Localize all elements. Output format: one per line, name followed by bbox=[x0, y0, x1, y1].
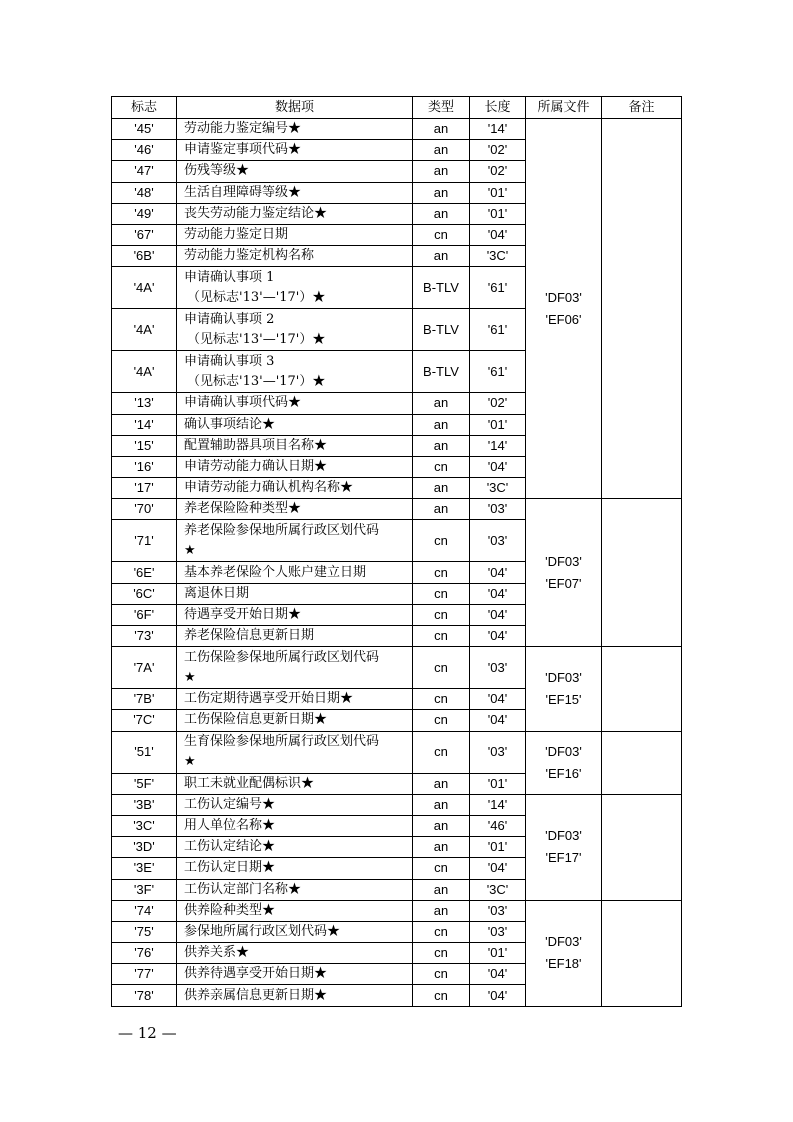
cell-data-item bbox=[177, 731, 413, 773]
cell-type: cn bbox=[413, 943, 470, 964]
data-item-line: 劳动能力鉴定日期 bbox=[184, 227, 289, 243]
cell-tag: '49' bbox=[112, 203, 177, 224]
data-item-line: 配置辅助器具项目名称★ bbox=[184, 437, 328, 453]
cell-file bbox=[526, 647, 602, 731]
cell-tag: '7C' bbox=[112, 710, 177, 731]
header-data-item: 数据项 bbox=[177, 97, 413, 119]
cell-length: '3C' bbox=[470, 246, 526, 267]
data-item-line: 申请确认事项 1 bbox=[184, 269, 275, 285]
cell-tag: '45' bbox=[112, 119, 177, 140]
table-header-row bbox=[112, 97, 682, 119]
data-item-line: 供养关系★ bbox=[184, 945, 250, 961]
cell-length: '04' bbox=[470, 858, 526, 879]
cell-remarks bbox=[602, 119, 682, 499]
cell-data-item bbox=[177, 985, 413, 1006]
data-item-line: 生活自理障碍等级★ bbox=[184, 184, 302, 200]
cell-data-item bbox=[177, 478, 413, 499]
cell-remarks bbox=[602, 647, 682, 731]
cell-tag: '6B' bbox=[112, 246, 177, 267]
cell-type: an bbox=[413, 815, 470, 836]
table-row bbox=[112, 731, 682, 773]
cell-type: an bbox=[413, 900, 470, 921]
cell-file bbox=[526, 794, 602, 900]
cell-type: an bbox=[413, 837, 470, 858]
cell-data-item bbox=[177, 604, 413, 625]
file-line: 'EF07' bbox=[545, 575, 582, 591]
data-item-line: 工伤认定编号★ bbox=[184, 796, 276, 812]
data-item-line: 申请鉴定事项代码★ bbox=[184, 142, 302, 158]
data-item-line: 工伤认定日期★ bbox=[184, 860, 276, 876]
cell-type: cn bbox=[413, 224, 470, 245]
cell-length: '04' bbox=[470, 985, 526, 1006]
cell-length: '61' bbox=[470, 351, 526, 393]
cell-length: '01' bbox=[470, 837, 526, 858]
cell-type: an bbox=[413, 879, 470, 900]
data-item-line: 供养亲属信息更新日期★ bbox=[184, 987, 328, 1003]
data-item-line: 基本养老保险个人账户建立日期 bbox=[184, 564, 367, 580]
data-item-line: 伤残等级★ bbox=[184, 163, 250, 179]
cell-tag: '3E' bbox=[112, 858, 177, 879]
cell-length: '02' bbox=[470, 140, 526, 161]
cell-data-item bbox=[177, 794, 413, 815]
cell-type: cn bbox=[413, 604, 470, 625]
cell-type: an bbox=[413, 414, 470, 435]
cell-data-item bbox=[177, 626, 413, 647]
cell-data-item bbox=[177, 921, 413, 942]
cell-data-item bbox=[177, 943, 413, 964]
cell-data-item bbox=[177, 562, 413, 583]
cell-type: cn bbox=[413, 647, 470, 689]
cell-data-item bbox=[177, 224, 413, 245]
table-body bbox=[112, 119, 682, 1007]
cell-data-item bbox=[177, 583, 413, 604]
cell-length: '03' bbox=[470, 520, 526, 562]
data-item-line: 工伤保险参保地所属行政区划代码 bbox=[184, 649, 380, 665]
cell-file bbox=[526, 119, 602, 499]
cell-tag: '70' bbox=[112, 499, 177, 520]
cell-length: '61' bbox=[470, 267, 526, 309]
cell-tag: '13' bbox=[112, 393, 177, 414]
cell-data-item bbox=[177, 964, 413, 985]
cell-length: '04' bbox=[470, 583, 526, 604]
cell-tag: '78' bbox=[112, 985, 177, 1006]
data-item-table bbox=[111, 96, 682, 1007]
header-length: 长度 bbox=[470, 97, 526, 119]
table-row bbox=[112, 499, 682, 520]
cell-tag: '3F' bbox=[112, 879, 177, 900]
cell-length: '04' bbox=[470, 604, 526, 625]
cell-tag: '74' bbox=[112, 900, 177, 921]
cell-data-item bbox=[177, 119, 413, 140]
cell-data-item bbox=[177, 161, 413, 182]
data-item-line: ★ bbox=[184, 754, 196, 770]
cell-remarks bbox=[602, 499, 682, 647]
cell-data-item bbox=[177, 456, 413, 477]
cell-tag: '17' bbox=[112, 478, 177, 499]
file-line: 'EF15' bbox=[545, 691, 582, 707]
cell-tag: '6E' bbox=[112, 562, 177, 583]
data-item-line: （见标志'13'—'17'）★ bbox=[187, 373, 326, 389]
cell-file bbox=[526, 499, 602, 647]
cell-type: cn bbox=[413, 921, 470, 942]
cell-tag: '76' bbox=[112, 943, 177, 964]
cell-length: '01' bbox=[470, 773, 526, 794]
data-item-line: 申请确认事项 2 bbox=[184, 311, 275, 327]
cell-data-item bbox=[177, 879, 413, 900]
cell-remarks bbox=[602, 794, 682, 900]
cell-tag: '5F' bbox=[112, 773, 177, 794]
cell-data-item bbox=[177, 520, 413, 562]
cell-type: B-TLV bbox=[413, 267, 470, 309]
cell-length: '3C' bbox=[470, 478, 526, 499]
cell-data-item bbox=[177, 140, 413, 161]
data-item-line: （见标志'13'—'17'）★ bbox=[187, 331, 326, 347]
cell-length: '14' bbox=[470, 435, 526, 456]
cell-type: cn bbox=[413, 520, 470, 562]
cell-type: an bbox=[413, 794, 470, 815]
data-item-line: 申请劳动能力确认日期★ bbox=[184, 458, 328, 474]
data-item-line: 用人单位名称★ bbox=[184, 818, 276, 834]
file-line: 'EF17' bbox=[545, 850, 582, 866]
cell-file bbox=[526, 900, 602, 1006]
cell-data-item bbox=[177, 689, 413, 710]
cell-data-item bbox=[177, 309, 413, 351]
cell-type: an bbox=[413, 499, 470, 520]
cell-type: cn bbox=[413, 731, 470, 773]
cell-type: cn bbox=[413, 562, 470, 583]
data-item-line: 职工未就业配偶标识★ bbox=[184, 775, 315, 791]
cell-data-item bbox=[177, 837, 413, 858]
cell-data-item bbox=[177, 647, 413, 689]
cell-length: '03' bbox=[470, 731, 526, 773]
cell-tag: '14' bbox=[112, 414, 177, 435]
file-line: 'EF18' bbox=[545, 956, 582, 972]
cell-length: '14' bbox=[470, 794, 526, 815]
file-line: 'DF03' bbox=[545, 289, 582, 305]
cell-length: '03' bbox=[470, 900, 526, 921]
cell-length: '03' bbox=[470, 499, 526, 520]
data-item-line: 申请确认事项 3 bbox=[184, 353, 275, 369]
cell-data-item bbox=[177, 351, 413, 393]
file-line: 'DF03' bbox=[545, 743, 582, 759]
table-row bbox=[112, 900, 682, 921]
data-item-line: 申请确认事项代码★ bbox=[184, 395, 302, 411]
cell-tag: '6F' bbox=[112, 604, 177, 625]
cell-data-item bbox=[177, 393, 413, 414]
data-item-line: （见标志'13'—'17'）★ bbox=[187, 289, 326, 305]
cell-tag: '7B' bbox=[112, 689, 177, 710]
cell-length: '04' bbox=[470, 964, 526, 985]
cell-length: '02' bbox=[470, 161, 526, 182]
cell-tag: '3B' bbox=[112, 794, 177, 815]
data-item-line: 供养险种类型★ bbox=[184, 902, 276, 918]
cell-tag: '75' bbox=[112, 921, 177, 942]
data-item-line: 劳动能力鉴定机构名称 bbox=[184, 248, 315, 264]
cell-type: cn bbox=[413, 985, 470, 1006]
cell-data-item bbox=[177, 414, 413, 435]
data-item-line: 养老保险信息更新日期 bbox=[184, 628, 315, 644]
header-remarks: 备注 bbox=[602, 97, 682, 119]
cell-data-item bbox=[177, 858, 413, 879]
data-item-line: 工伤认定部门名称★ bbox=[184, 881, 302, 897]
data-item-line: 确认事项结论★ bbox=[184, 416, 276, 432]
cell-length: '04' bbox=[470, 710, 526, 731]
data-item-line: ★ bbox=[184, 542, 196, 558]
cell-tag: '51' bbox=[112, 731, 177, 773]
cell-data-item bbox=[177, 900, 413, 921]
header-tag: 标志 bbox=[112, 97, 177, 119]
data-item-line: 工伤定期待遇享受开始日期★ bbox=[184, 691, 354, 707]
table-row bbox=[112, 794, 682, 815]
cell-tag: '3D' bbox=[112, 837, 177, 858]
file-line: 'EF06' bbox=[545, 311, 582, 327]
cell-type: cn bbox=[413, 583, 470, 604]
file-line: 'DF03' bbox=[545, 828, 582, 844]
data-item-line: 养老保险参保地所属行政区划代码 bbox=[184, 522, 380, 538]
data-item-line: 申请劳动能力确认机构名称★ bbox=[184, 480, 354, 496]
cell-length: '02' bbox=[470, 393, 526, 414]
cell-length: '04' bbox=[470, 689, 526, 710]
data-item-line: 丧失劳动能力鉴定结论★ bbox=[184, 205, 328, 221]
cell-tag: '16' bbox=[112, 456, 177, 477]
table-row bbox=[112, 647, 682, 689]
cell-tag: '4A' bbox=[112, 309, 177, 351]
data-item-line: 参保地所属行政区划代码★ bbox=[184, 923, 341, 939]
cell-type: an bbox=[413, 246, 470, 267]
data-item-line: 工伤认定结论★ bbox=[184, 839, 276, 855]
data-item-line: ★ bbox=[184, 669, 196, 685]
cell-type: cn bbox=[413, 456, 470, 477]
cell-type: cn bbox=[413, 858, 470, 879]
cell-type: an bbox=[413, 203, 470, 224]
cell-tag: '48' bbox=[112, 182, 177, 203]
cell-tag: '6C' bbox=[112, 583, 177, 604]
cell-length: '14' bbox=[470, 119, 526, 140]
cell-length: '03' bbox=[470, 647, 526, 689]
cell-length: '04' bbox=[470, 456, 526, 477]
cell-type: an bbox=[413, 435, 470, 456]
data-item-line: 离退休日期 bbox=[184, 585, 250, 601]
cell-length: '03' bbox=[470, 921, 526, 942]
cell-type: an bbox=[413, 182, 470, 203]
cell-length: '3C' bbox=[470, 879, 526, 900]
data-item-line: 工伤保险信息更新日期★ bbox=[184, 712, 328, 728]
cell-data-item bbox=[177, 499, 413, 520]
cell-tag: '4A' bbox=[112, 351, 177, 393]
cell-length: '01' bbox=[470, 182, 526, 203]
page-number: — 12 — bbox=[118, 1024, 177, 1042]
cell-data-item bbox=[177, 267, 413, 309]
cell-length: '46' bbox=[470, 815, 526, 836]
cell-data-item bbox=[177, 182, 413, 203]
cell-length: '01' bbox=[470, 414, 526, 435]
cell-data-item bbox=[177, 710, 413, 731]
cell-type: cn bbox=[413, 964, 470, 985]
cell-tag: '15' bbox=[112, 435, 177, 456]
cell-data-item bbox=[177, 203, 413, 224]
cell-type: B-TLV bbox=[413, 309, 470, 351]
cell-type: an bbox=[413, 161, 470, 182]
data-item-line: 生育保险参保地所属行政区划代码 bbox=[184, 734, 380, 750]
cell-remarks bbox=[602, 731, 682, 794]
file-line: 'DF03' bbox=[545, 553, 582, 569]
cell-data-item bbox=[177, 246, 413, 267]
cell-tag: '71' bbox=[112, 520, 177, 562]
cell-type: cn bbox=[413, 626, 470, 647]
cell-type: an bbox=[413, 773, 470, 794]
header-file: 所属文件 bbox=[526, 97, 602, 119]
data-item-line: 待遇享受开始日期★ bbox=[184, 606, 302, 622]
data-item-line: 劳动能力鉴定编号★ bbox=[184, 121, 302, 137]
table-row bbox=[112, 119, 682, 140]
cell-tag: '4A' bbox=[112, 267, 177, 309]
cell-tag: '67' bbox=[112, 224, 177, 245]
cell-tag: '7A' bbox=[112, 647, 177, 689]
file-line: 'DF03' bbox=[545, 934, 582, 950]
cell-tag: '73' bbox=[112, 626, 177, 647]
data-item-line: 供养待遇享受开始日期★ bbox=[184, 966, 328, 982]
cell-length: '04' bbox=[470, 224, 526, 245]
cell-length: '04' bbox=[470, 562, 526, 583]
cell-tag: '3C' bbox=[112, 815, 177, 836]
cell-remarks bbox=[602, 900, 682, 1006]
cell-type: B-TLV bbox=[413, 351, 470, 393]
cell-length: '01' bbox=[470, 203, 526, 224]
cell-type: an bbox=[413, 393, 470, 414]
cell-tag: '47' bbox=[112, 161, 177, 182]
cell-type: cn bbox=[413, 689, 470, 710]
cell-type: an bbox=[413, 119, 470, 140]
cell-type: an bbox=[413, 140, 470, 161]
cell-data-item bbox=[177, 435, 413, 456]
header-type: 类型 bbox=[413, 97, 470, 119]
cell-data-item bbox=[177, 773, 413, 794]
cell-length: '04' bbox=[470, 626, 526, 647]
data-item-line: 养老保险险种类型★ bbox=[184, 501, 302, 517]
cell-file bbox=[526, 731, 602, 794]
cell-length: '61' bbox=[470, 309, 526, 351]
file-line: 'EF16' bbox=[545, 765, 582, 781]
cell-length: '01' bbox=[470, 943, 526, 964]
cell-tag: '46' bbox=[112, 140, 177, 161]
cell-data-item bbox=[177, 815, 413, 836]
file-line: 'DF03' bbox=[545, 669, 582, 685]
cell-type: cn bbox=[413, 710, 470, 731]
cell-type: an bbox=[413, 478, 470, 499]
cell-tag: '77' bbox=[112, 964, 177, 985]
